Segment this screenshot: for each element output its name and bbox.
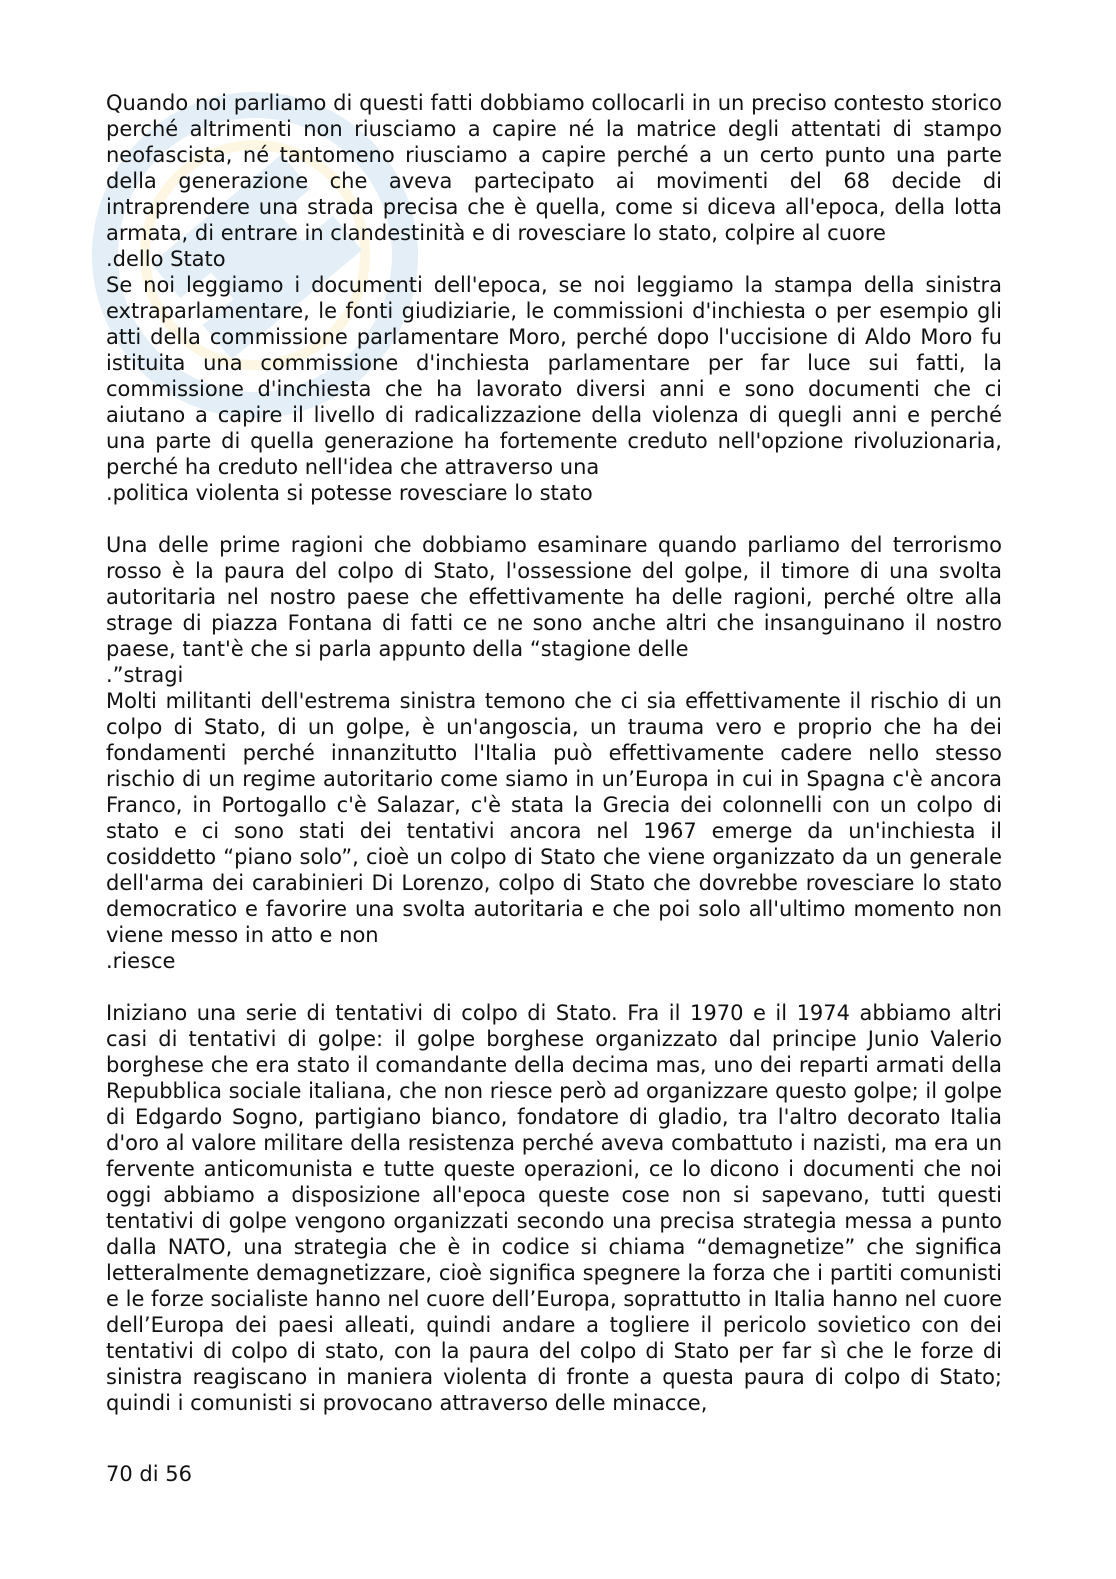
paragraph-1-tail: .dello Stato [106, 247, 226, 271]
paragraph-5: Iniziano una serie di tentativi di colpo di Stato. Fra il 1970 e il 1974 abbiamo altri casi di tentativi di golpe: il golpe borghese organizzato dal principe Junio Valerio borghese che era stato il comandante della decima mas, uno dei reparti armati della Repubblica sociale italiana, che non riesce però ad organizzare questo golpe; il golpe di Edgardo Sogno, partigiano bianco, fondatore di gladio, tra l'altro decorato Italia d'oro al valore militare della resistenza perché aveva combattuto i nazisti, ma era un fervente anticomunista e tutte queste operazioni, ce lo dicono i documenti che noi oggi abbiamo a disposizione all'epoca queste cose non si sapevano, tutti questi tentativi di golpe vengono organizzati secondo una precisa strategia messa a punto dalla NATO, una strategia che è in codice si chiama “demagnetize” che significa letteralmente demagnetizzare, cioè significa spegnere la forza che i partiti comunisti e le forze socialiste hanno nel cuore dell’Europa, soprattutto in Italia hanno nel cuore dell’Europa dei paesi alleati, quindi andare a togliere il pericolo sovietico con dei tentativi di colpo di stato, con la paura del colpo di Stato per far sì che le forze di sinistra reagiscano in maniera violenta di fronte a questa paura di colpo di Stato; quindi i comunisti si provocano attraverso delle minacce, [106, 1001, 1002, 1415]
document-body [106, 90, 1002, 1416]
paragraph-4-tail: .riesce [106, 949, 176, 973]
paragraph-gap [106, 506, 1002, 532]
paragraph-3: Una delle prime ragioni che dobbiamo esaminare quando parliamo del terrorismo rosso è la paura del colpo di Stato, l'ossessione del golpe, il timore di una svolta autoritaria nel nostro paese che effettivamente ha delle ragioni, perché oltre alla strage di piazza Fontana di fatti ce ne sono anche altri che insanguinano il nostro paese, tant'è che si parla appunto della “stagione delle [106, 533, 1002, 661]
paragraph-1: Quando noi parliamo di questi fatti dobbiamo collocarli in un preciso contesto storico perché altrimenti non riusciamo a capire né la matrice degli attentati di stampo neofascista, né tantomeno riusciamo a capire perché a un certo punto una parte della generazione che aveva partecipato ai movimenti del 68 decide di intraprendere una strada precisa che è quella, come si diceva all'epoca, della lotta armata, di entrare in clandestinità e di rovesciare lo stato, colpire al cuore [106, 91, 1002, 245]
paragraph-gap [106, 974, 1002, 1000]
paragraph-2: Se noi leggiamo i documenti dell'epoca, se noi leggiamo la stampa della sinistra extraparlamentare, le fonti giudiziarie, le commissioni d'inchiesta o per esempio gli atti della commissione parlamentare Moro, perché dopo l'uccisione di Aldo Moro fu istituita una commissione d'inchiesta parlamentare per far luce sui fatti, la commissione d'inchiesta che ha lavorato diversi anni e sono documenti che ci aiutano a capire il livello di radicalizzazione della violenza di quegli anni e perché una parte di quella generazione ha fortemente creduto nell'opzione rivoluzionaria, perché ha creduto nell'idea che attraverso una [106, 273, 1002, 479]
paragraph-2-tail: .politica violenta si potesse rovesciare lo stato [106, 481, 593, 505]
paragraph-3-tail: .”stragi [106, 663, 184, 687]
page-number: 70 di 56 [106, 1462, 192, 1486]
paragraph-4: Molti militanti dell'estrema sinistra temono che ci sia effettivamente il rischio di un colpo di Stato, di un golpe, è un'angoscia, un trauma vero e proprio che ha dei fondamenti perché innanzitutto l'Italia può effettivamente cadere nello stesso rischio di un regime autoritario come siamo in un’Europa in cui in Spagna c'è ancora Franco, in Portogallo c'è Salazar, c'è stata la Grecia dei colonnelli con un colpo di stato e ci sono stati dei tentativi ancora nel 1967 emerge da un'inchiesta il cosiddetto “piano solo”, cioè un colpo di Stato che viene organizzato da un generale dell'arma dei carabinieri Di Lorenzo, colpo di Stato che dovrebbe rovesciare lo stato democratico e favorire una svolta autoritaria e che poi solo all'ultimo momento non viene messo in atto e non [106, 689, 1002, 947]
